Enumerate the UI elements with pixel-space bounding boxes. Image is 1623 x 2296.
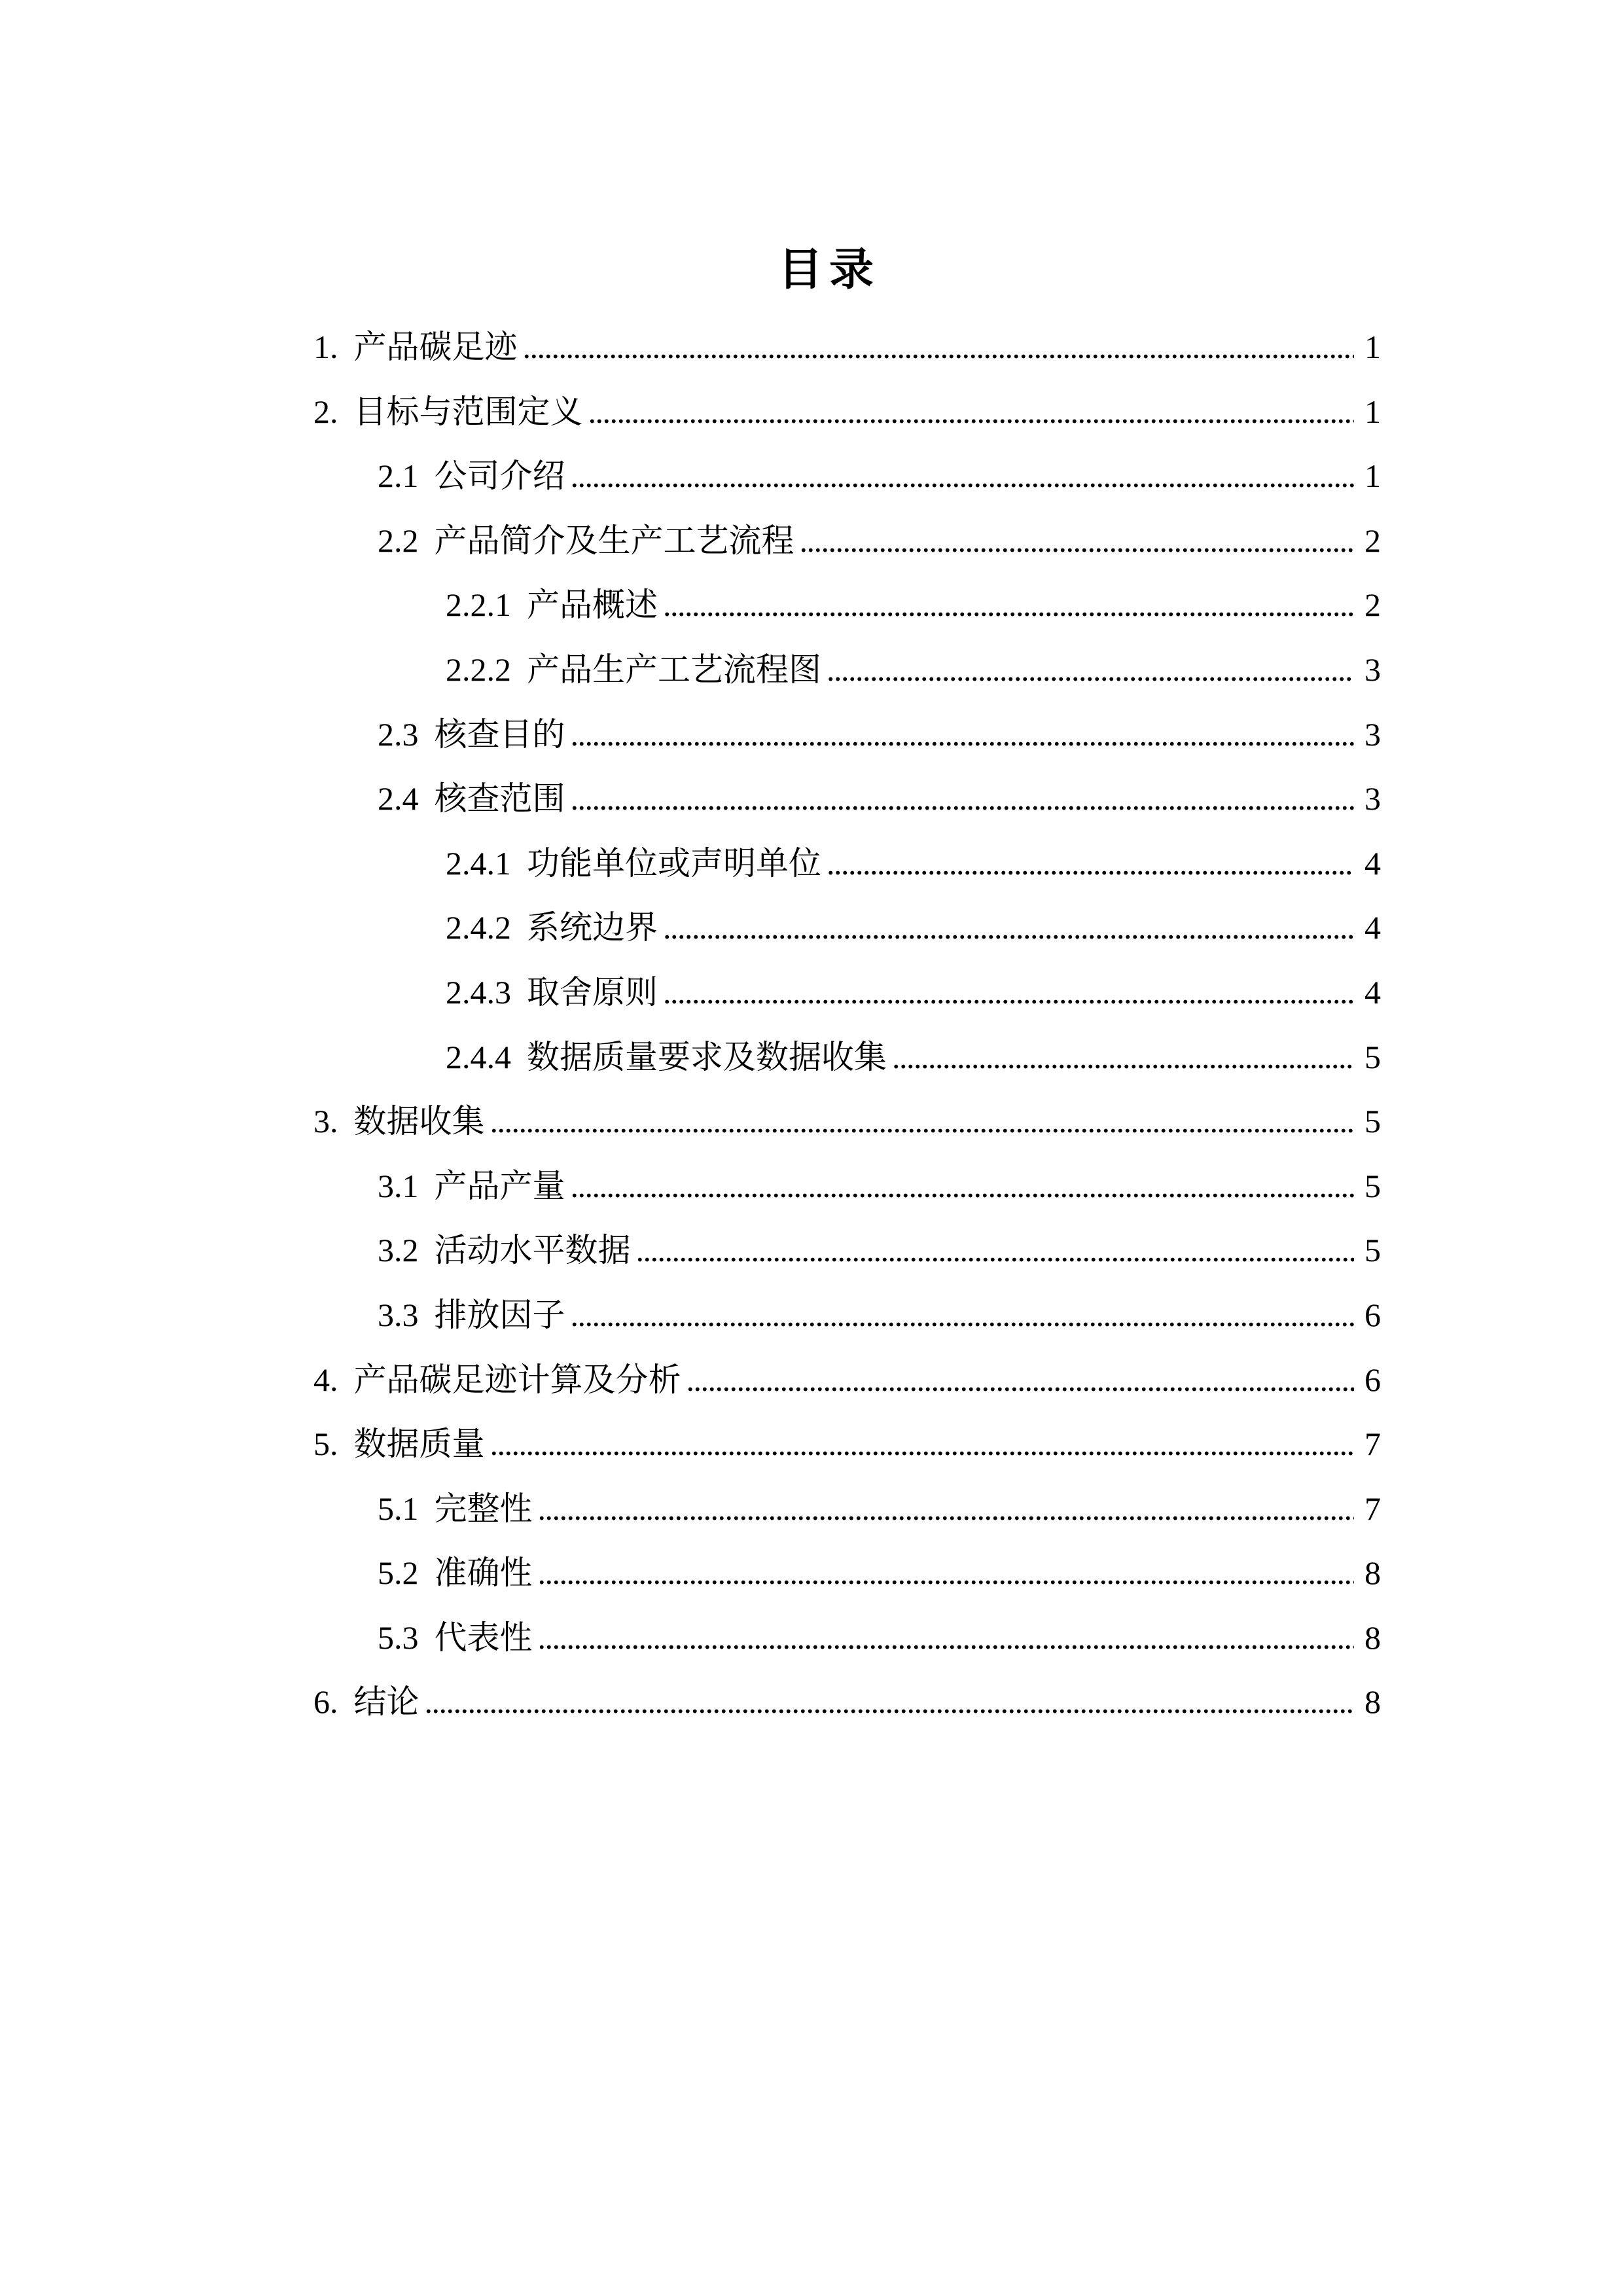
toc-leader-dots <box>827 637 1354 702</box>
toc-entry-number: 2.1 <box>378 457 419 495</box>
toc-entry-label: 数据质量 <box>353 1426 485 1463</box>
toc-entry-number: 6. <box>313 1683 338 1721</box>
toc-leader-dots <box>571 766 1355 831</box>
toc-entry-number: 3.1 <box>378 1167 419 1204</box>
toc-entry-number: 2.4.1 <box>446 844 511 882</box>
toc-entry[interactable] <box>0 509 1623 573</box>
toc-entry-page: 1 <box>1364 329 1381 365</box>
toc-leader-dots <box>523 315 1355 380</box>
toc-entry[interactable] <box>0 1541 1623 1605</box>
toc-entry-page: 8 <box>1364 1683 1381 1721</box>
toc-leader-dots <box>425 1670 1355 1734</box>
toc-entry[interactable] <box>0 831 1623 896</box>
toc-entry-label: 公司介绍 <box>434 457 565 495</box>
toc-entry-number: 2.2.1 <box>446 586 511 624</box>
toc-leader-dots <box>571 702 1355 767</box>
toc-entry-page: 7 <box>1364 1490 1381 1527</box>
toc-leader-dots <box>538 1477 1355 1541</box>
toc-entry-number: 2.4.2 <box>446 909 511 946</box>
toc-entry[interactable] <box>0 1670 1623 1734</box>
toc-entry-number: 3.2 <box>378 1232 419 1269</box>
toc-entry-page: 8 <box>1364 1619 1381 1656</box>
toc-entry-page: 3 <box>1364 651 1381 688</box>
toc-leader-dots <box>663 895 1354 960</box>
toc-entry-label: 产品简介及生产工艺流程 <box>434 522 794 559</box>
toc-entry[interactable] <box>0 1477 1623 1541</box>
toc-entry[interactable] <box>0 766 1623 831</box>
toc-entry-number: 2.4.3 <box>446 973 511 1011</box>
toc-entry-label: 产品碳足迹 <box>353 329 518 365</box>
toc-leader-dots <box>538 1605 1355 1670</box>
toc-entry-page: 4 <box>1364 844 1381 882</box>
toc-entry[interactable] <box>0 573 1623 637</box>
toc-entry-number: 3.3 <box>378 1296 419 1333</box>
toc-leader-dots <box>571 1283 1355 1348</box>
toc-leader-dots <box>687 1348 1355 1412</box>
toc-entry-label: 产品生产工艺流程图 <box>527 651 821 688</box>
toc-entry[interactable] <box>0 960 1623 1025</box>
toc-leader-dots <box>571 444 1355 509</box>
toc-entry[interactable] <box>0 1154 1623 1219</box>
toc-entry-page: 1 <box>1364 457 1381 495</box>
toc-entry[interactable] <box>0 380 1623 444</box>
toc-leader-dots <box>538 1541 1355 1605</box>
toc-entry-number: 5.1 <box>378 1490 419 1527</box>
toc-entry-page: 8 <box>1364 1554 1381 1592</box>
toc-entry-number: 2.4.4 <box>446 1038 511 1075</box>
toc-entry-page: 5 <box>1364 1167 1381 1204</box>
toc-entry[interactable] <box>0 1025 1623 1090</box>
toc-entry-number: 3. <box>313 1103 338 1140</box>
toc-entry-page: 2 <box>1364 586 1381 624</box>
toc-leader-dots <box>663 960 1354 1025</box>
toc-entry[interactable] <box>0 1605 1623 1670</box>
toc-entry[interactable] <box>0 1283 1623 1348</box>
toc-entry-page: 5 <box>1364 1232 1381 1269</box>
toc-entry[interactable] <box>0 315 1623 380</box>
toc-entry-number: 2. <box>313 393 338 430</box>
toc-entry[interactable] <box>0 1412 1623 1477</box>
toc-entry-label: 取舍原则 <box>527 973 658 1011</box>
toc-entry-label: 产品产量 <box>434 1167 565 1204</box>
toc-entry-label: 准确性 <box>434 1554 533 1592</box>
toc-entry-page: 3 <box>1364 715 1381 753</box>
toc-entry-page: 1 <box>1364 393 1381 430</box>
toc-entry[interactable] <box>0 1089 1623 1154</box>
table-of-contents <box>0 315 1623 1734</box>
toc-leader-dots <box>490 1089 1355 1154</box>
toc-entry-number: 2.2.2 <box>446 651 511 688</box>
toc-entry-label: 排放因子 <box>434 1296 565 1333</box>
toc-entry-page: 6 <box>1364 1361 1381 1398</box>
toc-entry-label: 完整性 <box>434 1490 533 1527</box>
toc-leader-dots <box>588 380 1355 444</box>
toc-entry-label: 数据收集 <box>353 1103 485 1140</box>
toc-entry[interactable] <box>0 637 1623 702</box>
toc-entry-page: 4 <box>1364 973 1381 1011</box>
toc-entry-label: 产品碳足迹计算及分析 <box>353 1361 681 1398</box>
toc-entry-label: 目标与范围定义 <box>353 393 583 430</box>
page-title: 目录 <box>777 245 880 295</box>
toc-entry-label: 功能单位或声明单位 <box>527 844 821 882</box>
toc-leader-dots <box>892 1025 1354 1090</box>
toc-entry-page: 5 <box>1364 1038 1381 1075</box>
toc-leader-dots <box>571 1154 1355 1219</box>
toc-leader-dots <box>827 831 1354 896</box>
toc-entry-page: 5 <box>1364 1103 1381 1140</box>
toc-entry[interactable] <box>0 895 1623 960</box>
toc-leader-dots <box>490 1412 1355 1477</box>
toc-entry[interactable] <box>0 1218 1623 1283</box>
toc-entry-page: 6 <box>1364 1296 1381 1333</box>
toc-entry-label: 核查范围 <box>434 780 565 817</box>
toc-entry-number: 2.4 <box>378 780 419 817</box>
toc-leader-dots <box>663 573 1354 637</box>
toc-entry-page: 7 <box>1364 1426 1381 1463</box>
toc-entry[interactable] <box>0 444 1623 509</box>
toc-entry-number: 5. <box>313 1426 338 1463</box>
toc-entry[interactable] <box>0 702 1623 767</box>
toc-entry-label: 产品概述 <box>527 586 658 624</box>
toc-leader-dots <box>636 1218 1355 1283</box>
toc-entry-label: 结论 <box>353 1683 419 1721</box>
toc-entry-label: 活动水平数据 <box>434 1232 631 1269</box>
toc-entry-page: 4 <box>1364 909 1381 946</box>
toc-entry-page: 2 <box>1364 522 1381 559</box>
toc-entry-label: 代表性 <box>434 1619 533 1656</box>
toc-entry-number: 5.3 <box>378 1619 419 1656</box>
toc-entry-label: 系统边界 <box>527 909 658 946</box>
toc-entry-label: 数据质量要求及数据收集 <box>527 1038 887 1075</box>
toc-entry-number: 5.2 <box>378 1554 419 1592</box>
toc-entry[interactable] <box>0 1348 1623 1412</box>
toc-leader-dots <box>800 509 1355 573</box>
toc-entry-page: 3 <box>1364 780 1381 817</box>
toc-entry-label: 核查目的 <box>434 715 565 753</box>
toc-entry-number: 4. <box>313 1361 338 1398</box>
toc-entry-number: 2.3 <box>378 715 419 753</box>
toc-entry-number: 1. <box>313 329 338 365</box>
toc-entry-number: 2.2 <box>378 522 419 559</box>
